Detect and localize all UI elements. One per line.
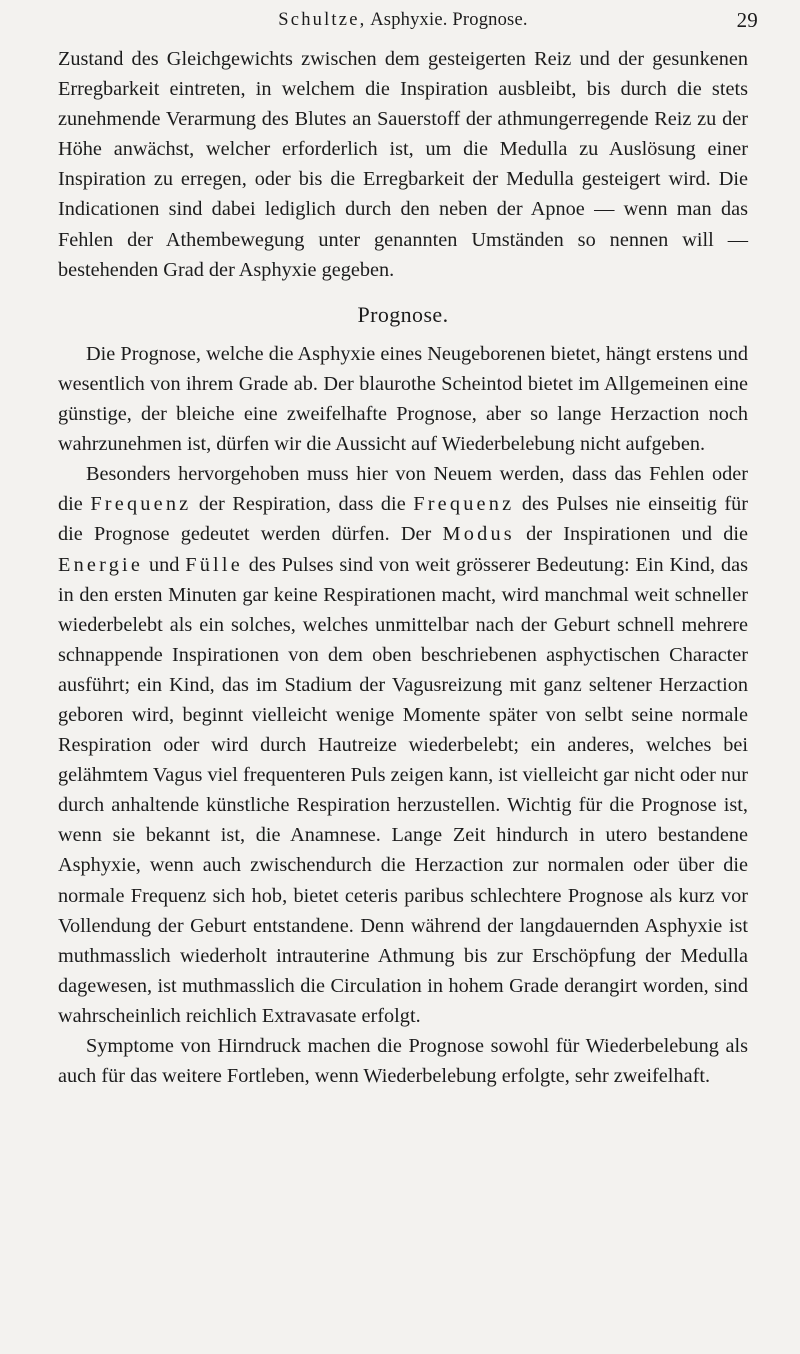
paragraph-3-text-2: der Respiration, dass die bbox=[191, 493, 414, 516]
running-head-author: Schultze, bbox=[278, 10, 367, 30]
paragraph-1: Zustand des Gleichgewichts zwischen dem gesteigerten Reiz und der gesunkenen Erregbarkeit eintreten, in welchem die Inspiration ausbleibt, bis durch die stets zunehmende Verarmung des Blutes an Sauerstoff der athmungerregende Reiz zu der Höhe anwächst, welcher erforderlich ist, um die Medulla zu Auslösung einer Inspiration zu erregen, oder bis die Erregbarkeit der Medulla gesteigert wird. Die Indicationen sind dabei lediglich durch den neben der Apnoe — wenn man das Fehlen der Athembewegung unter genannten Umständen so nennen will — bestehenden Grad der Asphyxie gegeben. bbox=[58, 48, 748, 281]
section-heading-prognose: Prognose. bbox=[357, 301, 449, 327]
page-number: 29 bbox=[736, 8, 758, 32]
emphasis-frequenz-2: Frequenz bbox=[413, 493, 515, 516]
emphasis-fuelle: Fülle bbox=[185, 553, 243, 576]
paragraph-3-text-6: des Pulses sind von weit grösserer Bedeutung: Ein Kind, das in den ersten Minuten gar keine Respirationen macht, wird manchmal weit schneller wiederbelebt als ein solches, welches unmittelbar nach der Geburt schnell mehrere schnappende Inspirationen von dem oben beschriebenen asphyctischen Character ausführt; ein Kind, das im Stadium der Vagusreizung mit ganz seltener Herzaction geboren wird, beginnt vielleicht wenige Momente später von selbt seine normale Respiration oder wird durch Hautreize wiederbelebt; ein anderes, welches bei gelähmtem Vagus viel frequenteren Puls zeigen kann, ist vielleicht gar nicht oder nur durch anhaltende künstliche Respiration herzustellen. Wichtig für die Prognose ist, wenn sie bekannt ist, die Anamnese. Lange Zeit hindurch in utero bestandene Asphyxie, wenn auch zwischendurch die Herzaction zur normalen oder über die normale Frequenz sich hob, bietet ceteris paribus schlechtere Prognose als kurz vor Vollendung der Geburt entstandene. Denn während der langdauernden Asphyxie ist muthmasslich wiederholt intrauterine Athmung bis zur Erschöpfung der Medulla dagewesen, ist muthmasslich die Circulation in hohem Grade derangirt worden, sind wahrscheinlich reichlich Extravasate erfolgt. bbox=[58, 553, 748, 1027]
paragraph-3 bbox=[58, 459, 748, 1031]
paragraph-4: Symptome von Hirndruck machen die Prognose sowohl für Wiederbelebung als auch für das weitere Fortleben, wenn Wiederbelebung erfolgte, sehr zweifelhaft. bbox=[58, 1035, 748, 1088]
running-head bbox=[58, 0, 758, 44]
paragraph-3-text-3: des Pulses nie einseitig für die Prognose gedeutet werden dürfen. Der bbox=[58, 493, 748, 546]
running-head-subject: Asphyxie. Prognose. bbox=[370, 10, 528, 30]
paragraph-3-text-5: und bbox=[143, 553, 186, 576]
paragraph-3-text-4: der Inspirationen und die bbox=[514, 523, 749, 546]
paragraph-3-text-1: Besonders hervorgehoben muss hier von Neuem werden, dass das Fehlen oder die bbox=[58, 463, 748, 516]
running-head-title bbox=[58, 10, 748, 31]
body-text bbox=[58, 44, 748, 1091]
emphasis-energie: Energie bbox=[58, 553, 144, 576]
emphasis-modus: Modus bbox=[442, 523, 515, 546]
emphasis-frequenz-1: Frequenz bbox=[90, 493, 192, 516]
paragraph-2: Die Prognose, welche die Asphyxie eines Neugeborenen bietet, hängt erstens und wesentlich von ihrem Grade ab. Der blaurothe Scheintod bietet im Allgemeinen eine günstige, der bleiche eine zweifelhafte Prognose, aber so lange Herzaction noch wahrzunehmen ist, dürfen wir die Aussicht auf Wiederbelebung nicht aufgeben. bbox=[58, 342, 748, 456]
